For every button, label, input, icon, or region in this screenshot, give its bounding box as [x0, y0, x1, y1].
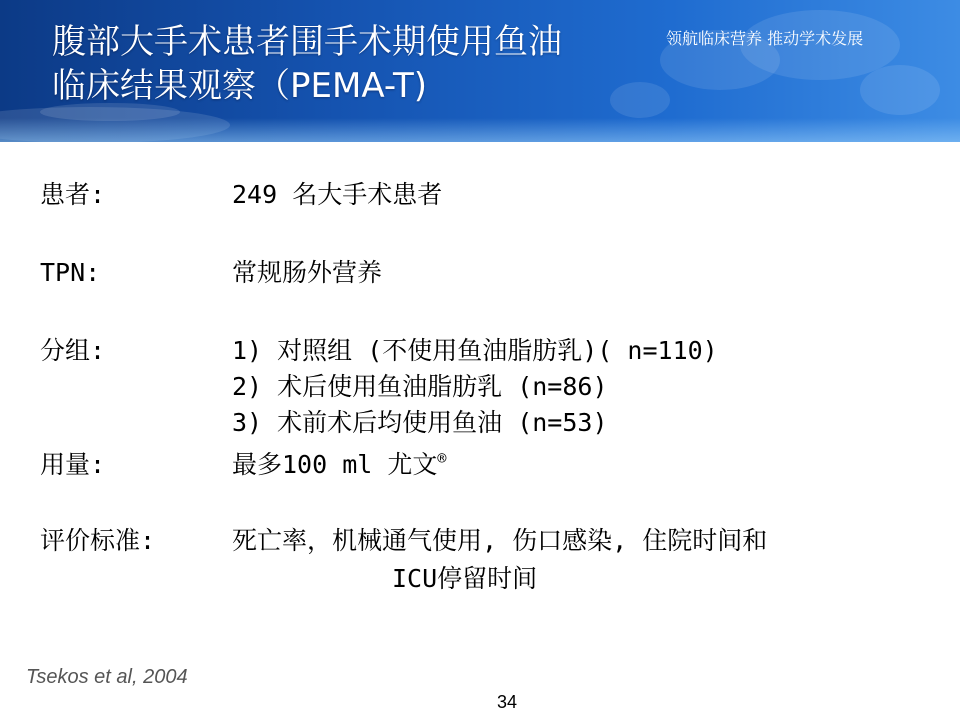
page-number: 34	[497, 692, 518, 712]
reference-citation: Tsekos et al, 2004	[26, 666, 188, 688]
patients-value: 249 名大手术患者	[232, 180, 443, 209]
group-1: 1) 对照组 (不使用鱼油脂肪乳)( n=110)	[232, 336, 718, 365]
banner-glow	[0, 118, 960, 142]
dose-value: 最多100 ml 尤文	[232, 450, 438, 479]
tpn-label: TPN:	[40, 258, 101, 287]
header-banner	[0, 0, 960, 142]
slogan: 领航临床营养 推动学术发展	[666, 29, 864, 48]
groups-label: 分组:	[40, 336, 106, 365]
patients-label: 患者:	[40, 180, 106, 209]
criteria-line-1: 死亡率，机械通气使用, 伤口感染, 住院时间和	[232, 526, 768, 555]
tpn-value: 常规肠外营养	[232, 258, 383, 287]
registered-mark: ®	[437, 449, 447, 468]
group-2: 2) 术后使用鱼油脂肪乳 (n=86)	[232, 372, 608, 401]
criteria-line-2: ICU停留时间	[392, 564, 538, 593]
title-line-1: 腹部大手术患者围手术期使用鱼油	[52, 22, 562, 62]
title-line-2: 临床结果观察（PEMA-T)	[52, 66, 428, 106]
dose-value-wrap	[232, 446, 446, 484]
group-3: 3) 术前术后均使用鱼油 (n=53)	[232, 408, 608, 437]
dose-label: 用量:	[40, 450, 106, 479]
criteria-label: 评价标准:	[40, 526, 156, 555]
slide-title	[52, 20, 562, 108]
